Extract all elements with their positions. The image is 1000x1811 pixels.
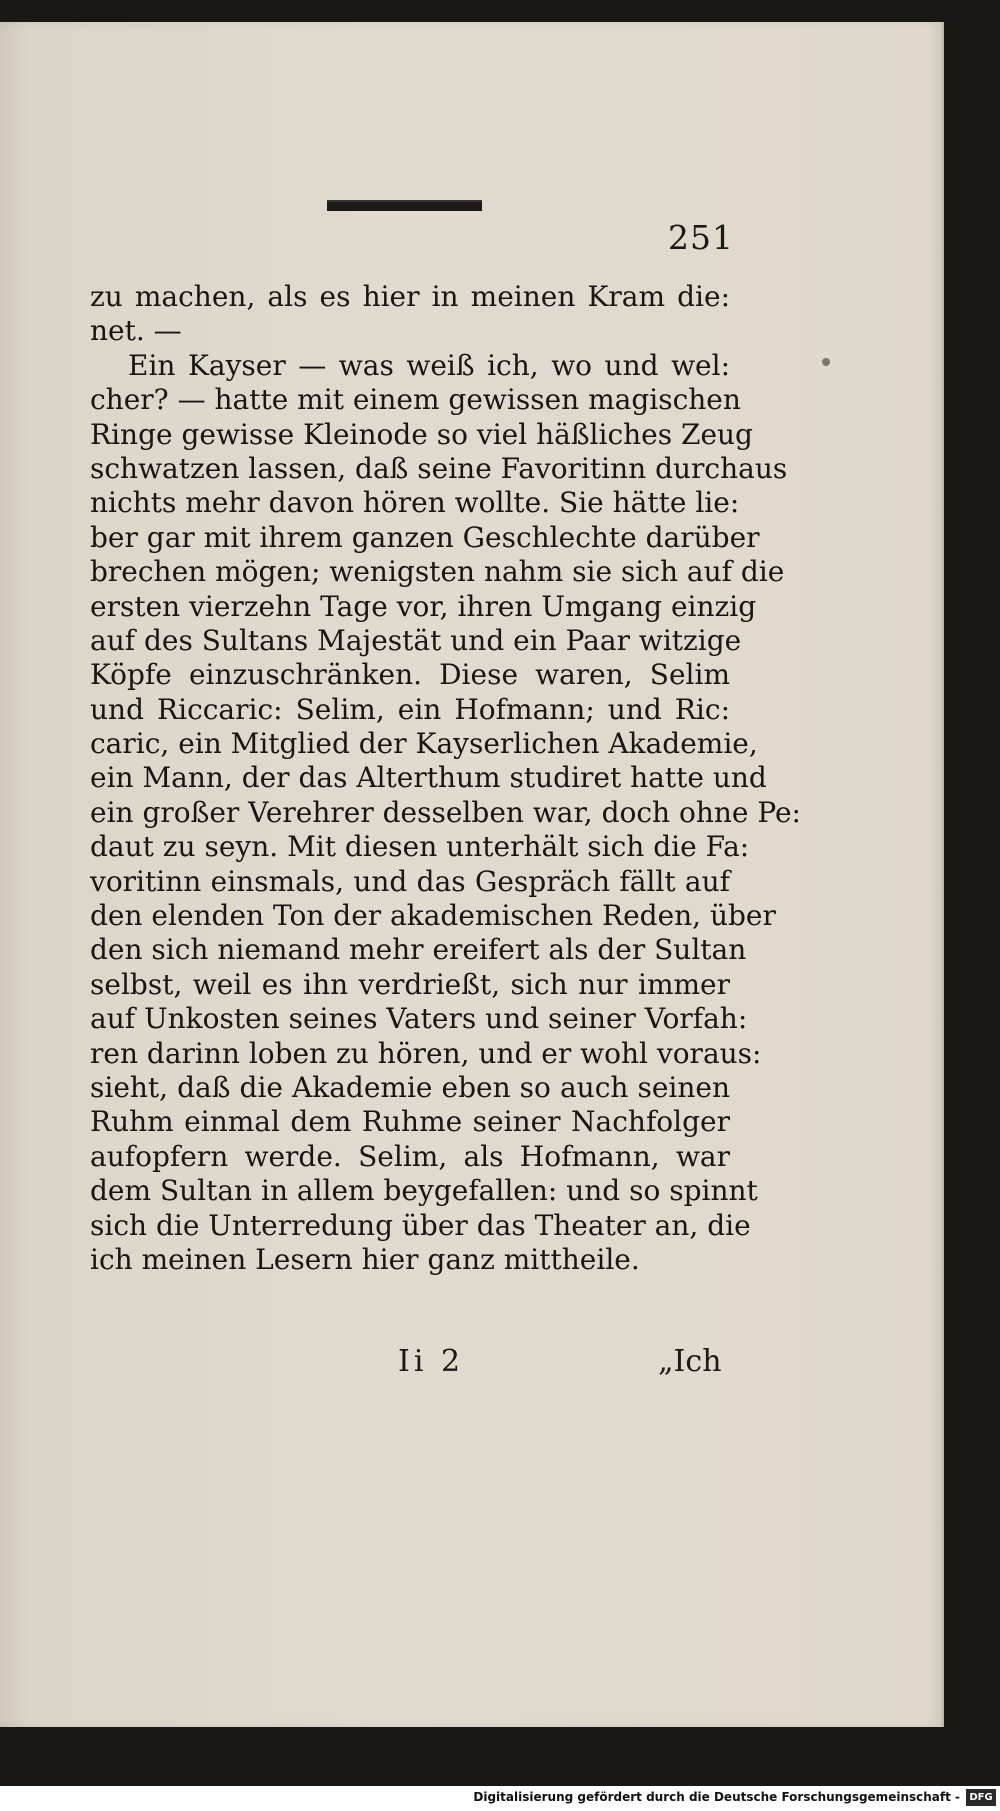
paper-spot bbox=[822, 358, 830, 366]
catchword: „Ich bbox=[658, 1344, 722, 1379]
text-line: ber gar mit ihrem ganzen Geschlechte darüber bbox=[90, 520, 760, 554]
text-line: den sich niemand mehr ereifert als der Sultan bbox=[90, 933, 747, 967]
text-line: sich die Unterredung über das Theater an, die bbox=[90, 1208, 751, 1242]
text-line: sieht, daß die Akademie eben so auch seinen bbox=[90, 1070, 730, 1104]
text-line: net. — bbox=[90, 314, 182, 348]
text-line: dem Sultan in allem beygefallen: und so spinnt bbox=[90, 1174, 758, 1208]
text-line: selbst, weil es ihn verdrießt, sich nur immer bbox=[90, 967, 730, 1001]
text-line: cher? — hatte mit einem gewissen magischen bbox=[90, 383, 741, 417]
text-line: zu machen, als es hier in meinen Kram die: bbox=[90, 280, 730, 313]
text-line: Ringe gewisse Kleinode so viel häßliches Zeug bbox=[90, 417, 753, 451]
text-line: caric, ein Mitglied der Kayserlichen Akademie, bbox=[90, 727, 758, 761]
text-line: auf des Sultans Majestät und ein Paar witzige bbox=[90, 623, 742, 657]
text-line: ein Mann, der das Alterthum studiret hatte und bbox=[90, 761, 767, 795]
header-rule bbox=[327, 200, 482, 211]
body-text bbox=[90, 280, 801, 1277]
text-line: Ruhm einmal dem Ruhme seiner Nachfolger bbox=[90, 1105, 730, 1139]
text-line: ren darinn loben zu hören, und er wohl voraus: bbox=[90, 1036, 762, 1070]
book-page bbox=[0, 22, 944, 1727]
text-line: brechen mögen; wenigsten nahm sie sich auf die bbox=[90, 555, 785, 589]
signature-mark: Ii 2 bbox=[398, 1344, 465, 1379]
dfg-logo: DFG bbox=[966, 1789, 996, 1806]
text-line: Ein Kayser — was weiß ich, wo und wel: bbox=[128, 348, 730, 382]
page-number: 251 bbox=[668, 218, 734, 257]
text-line: Köpfe einzuschränken. Diese waren, Selim bbox=[90, 658, 730, 692]
text-line: auf Unkosten seines Vaters und seiner Vorfah: bbox=[90, 1002, 748, 1036]
text-line: nichts mehr davon hören wollte. Sie hätte lie: bbox=[90, 486, 740, 520]
text-line: ersten vierzehn Tage vor, ihren Umgang einzig bbox=[90, 589, 757, 623]
funding-credit: Digitalisierung gefördert durch die Deutsche Forschungsgemeinschaft - bbox=[473, 1790, 960, 1804]
text-line: aufopfern werde. Selim, als Hofmann, war bbox=[90, 1139, 730, 1173]
text-line: ich meinen Lesern hier ganz mittheile. bbox=[90, 1242, 640, 1276]
text-line: den elenden Ton der akademischen Reden, über bbox=[90, 899, 776, 933]
text-line: schwatzen lassen, daß seine Favoritinn durchaus bbox=[90, 451, 788, 485]
text-line: daut zu seyn. Mit diesen unterhält sich die Fa: bbox=[90, 830, 750, 864]
text-line: voritinn einsmals, und das Gespräch fällt auf bbox=[90, 864, 730, 898]
text-line: und Riccaric: Selim, ein Hofmann; und Ric: bbox=[90, 692, 730, 726]
footer-bar bbox=[0, 1786, 1000, 1811]
text-line: ein großer Verehrer desselben war, doch ohne Pe: bbox=[90, 795, 801, 829]
